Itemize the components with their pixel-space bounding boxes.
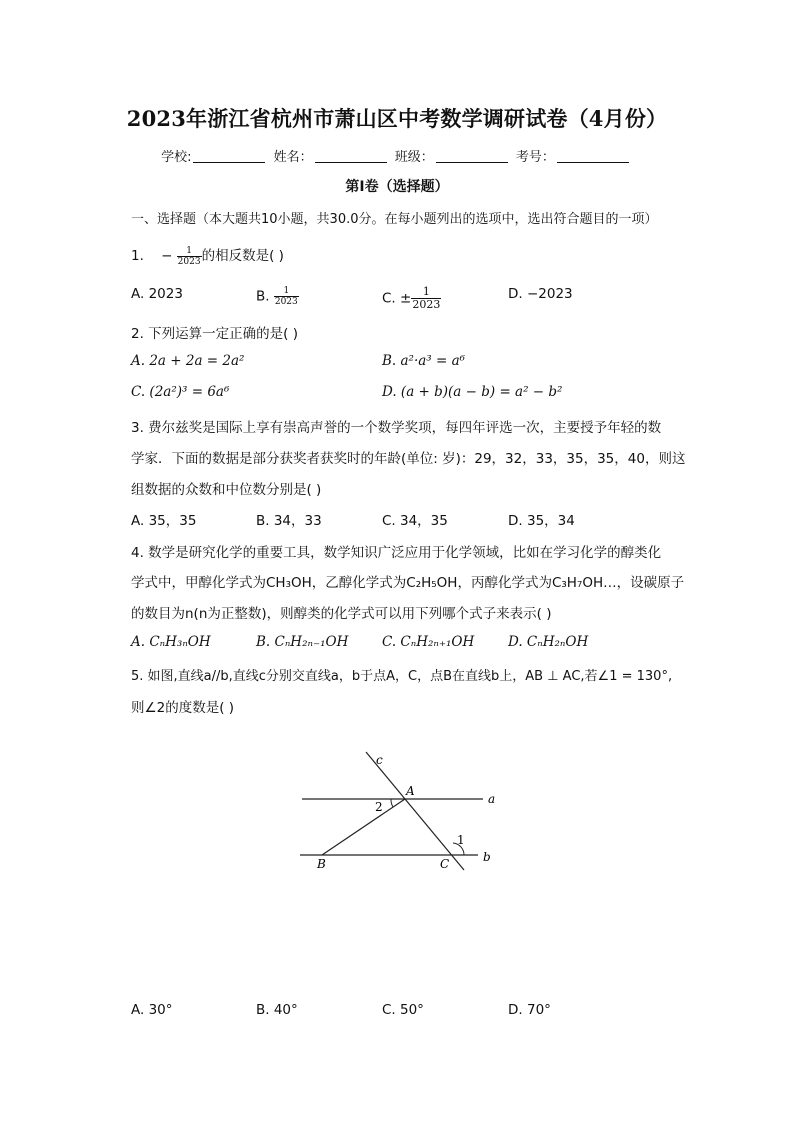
question-4-line-2: 学式中，甲醇化学式为CH₃OH，乙醇化学式为C₂H₅OH，丙醇化学式为C₃H₇OH…，设碳原子	[131, 575, 685, 591]
q1-option-c[interactable]: C. ± $\frac{1}{2023}$	[382, 285, 441, 311]
q1-option-b[interactable]: B. $\frac{1}{2023}$	[256, 286, 298, 307]
question-3-line-2: 学家．下面的数据是部分获奖者获奖时的年龄(单位: 岁)：29，32，33，35，35，40，则这	[131, 451, 686, 467]
q4-option-a[interactable]: A. CₙH₃ₙOH	[131, 634, 211, 650]
school-label: 学校:	[161, 150, 192, 165]
question-3-line-1: 3. 费尔兹奖是国际上享有崇高声誉的一个数学奖项，每四年评选一次，主要授予年轻的数	[131, 420, 662, 436]
q1-option-d[interactable]: D. −2023	[508, 286, 573, 302]
q5-option-b[interactable]: B. 40°	[256, 1002, 298, 1018]
segment-ab	[322, 799, 405, 855]
q5-option-a[interactable]: A. 30°	[131, 1002, 173, 1018]
q5-option-c[interactable]: C. 50°	[382, 1002, 424, 1018]
q4-option-c[interactable]: C. CₙH₂ₙ₊₁OH	[382, 634, 475, 650]
q1-number: 1.	[131, 248, 144, 264]
q2-option-c[interactable]: C. (2a²)³ = 6a⁶	[131, 384, 230, 400]
question-3-line-3: 组数据的众数和中位数分别是( )	[131, 482, 322, 498]
angle-2-arc	[391, 799, 393, 807]
name-label: 姓名：	[273, 150, 313, 165]
question-5-line-2: 则∠2的度数是( )	[131, 700, 235, 716]
question-4-line-3: 的数目为n(n为正整数)，则醇类的化学式可以用下列哪个式子来表示( )	[131, 606, 552, 622]
q3-option-d[interactable]: D. 35，34	[508, 513, 575, 529]
question-4-line-1: 4. 数学是研究化学的重要工具，数学知识广泛应用于化学领域，比如在学习化学的醇类化	[131, 545, 662, 561]
label-c: c	[376, 753, 383, 767]
q1-text: 的相反数是( )	[201, 248, 284, 264]
q5-option-d[interactable]: D. 70°	[508, 1002, 551, 1018]
question-2: 2. 下列运算一定正确的是( )	[131, 326, 298, 342]
q1-minus: −	[161, 248, 173, 264]
q2-option-b[interactable]: B. a²·a³ = a⁶	[382, 353, 466, 369]
q1-option-a[interactable]: A. 2023	[131, 286, 183, 302]
label-A: A	[406, 784, 415, 798]
label-2: 2	[375, 800, 383, 814]
label-b: b	[483, 850, 491, 864]
q4-option-d[interactable]: D. CₙH₂ₙOH	[508, 634, 589, 650]
q3-option-b[interactable]: B. 34，33	[256, 513, 322, 529]
label-B: B	[317, 857, 326, 871]
q3-option-c[interactable]: C. 34，35	[382, 513, 448, 529]
q3-option-a[interactable]: A. 35，35	[131, 513, 197, 529]
q4-option-b[interactable]: B. CₙH₂ₙ₋₁OH	[256, 634, 349, 650]
class-label: 班级：	[394, 150, 434, 165]
label-1: 1	[457, 833, 465, 847]
q2-option-d[interactable]: D. (a + b)(a − b) = a² − b²	[382, 384, 563, 400]
question-5-line-1: 5. 如图,直线a//b,直线c分别交直线a，b于点A，C，点B在直线b上，AB ⊥ AC,若∠1 = 130°,	[131, 669, 673, 684]
number-label: 考号：	[515, 150, 555, 165]
page-title: 2023年浙江省杭州市萧山区中考数学调研试卷（4月份）	[126, 106, 668, 131]
section-heading: 一、选择题（本大题共10小题，共30.0分。在每小题列出的选项中，选出符合题目的一项）	[131, 212, 658, 227]
q1-fraction: $\frac{1}{2023}$	[177, 245, 201, 267]
label-C: C	[440, 857, 450, 871]
section-title: 第I卷（选择题）	[345, 179, 449, 195]
label-a: a	[488, 792, 496, 806]
q2-option-a[interactable]: A. 2a + 2a = 2a²	[131, 353, 245, 369]
